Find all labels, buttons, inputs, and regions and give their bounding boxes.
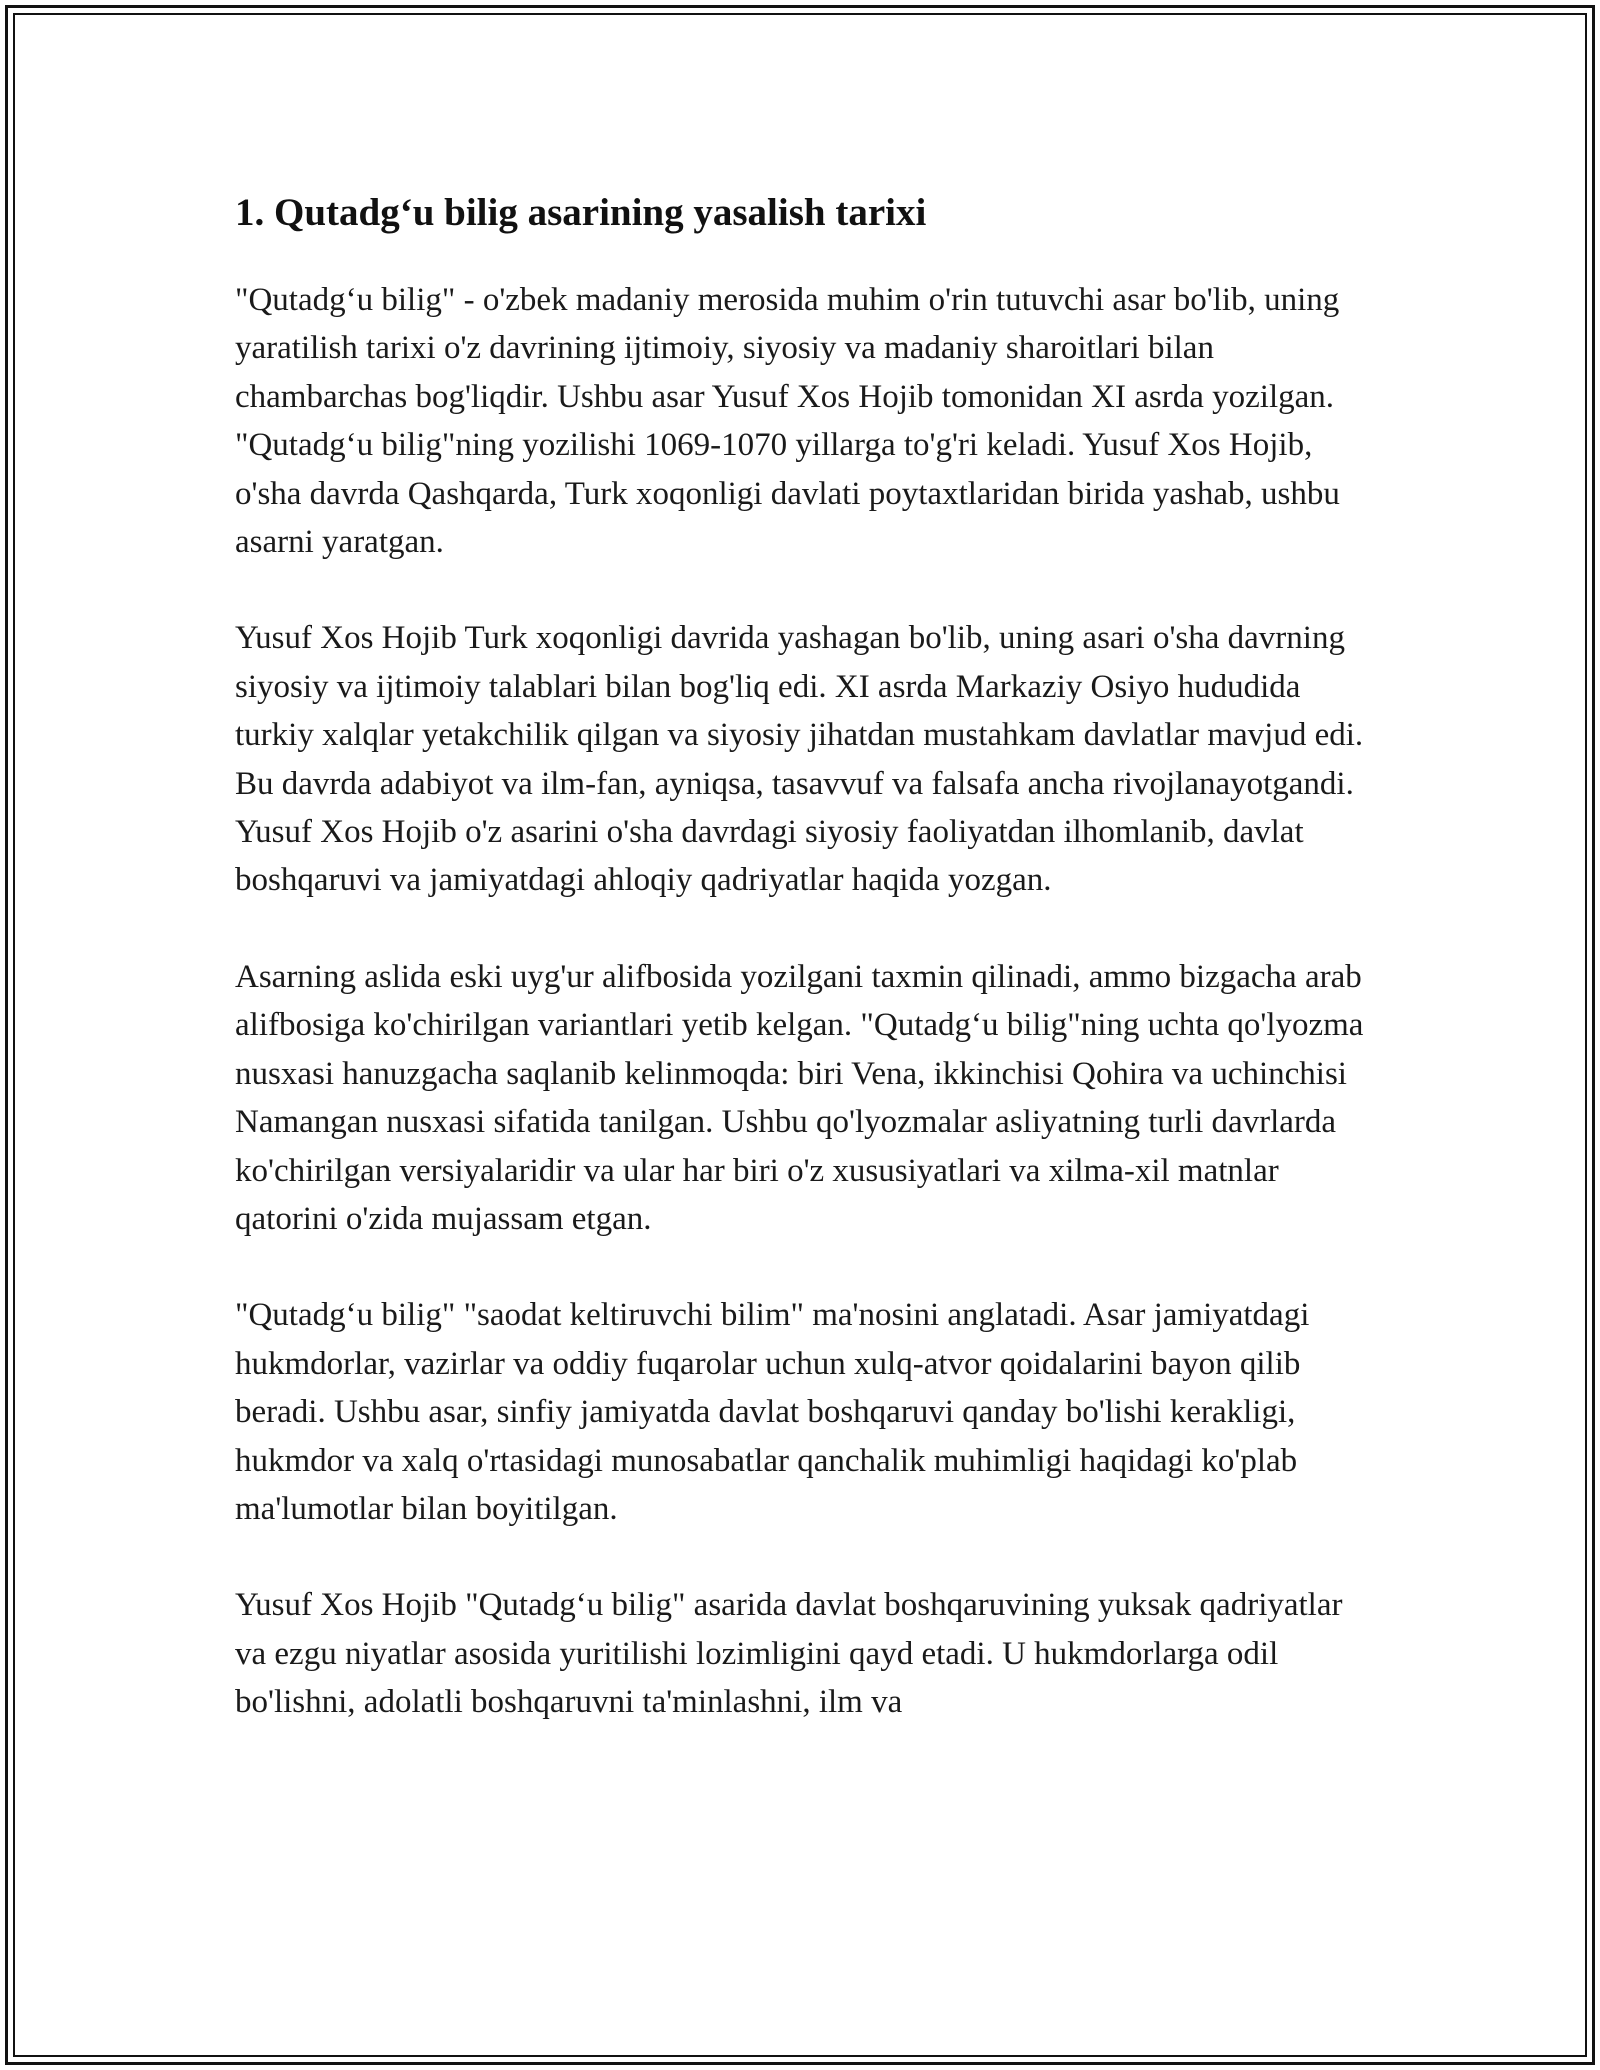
paragraph-2: Yusuf Xos Hojib Turk xoqonligi davrida yashagan bo'lib, uning asari o'sha davrning siyosiy va ijtimoiy talablari bilan bog'liq edi. XI asrda Markaziy Osiyo hududida turkiy xalqlar yetakchilik qilgan va siyosiy jihatdan mustahkam davlatlar mavjud edi. Bu davrda adabiyot va ilm-fan, ayniqsa, tasavvuf va falsafa ancha rivojlanayotgandi. Yusuf Xos Hojib o'z asarini o'sha davrdagi siyosiy faoliyatdan ilhomlanib, davlat boshqaruvi va jamiyatdagi ahloqiy qadriyatlar haqida yozgan. — [235, 620, 1364, 899]
paragraph-3: Asarning aslida eski uyg'ur alifbosida yozilgani taxmin qilinadi, ammo bizgacha arab alifbosiga ko'chirilgan variantlari yetib kelgan. "Qutadg‘u bilig"ning uchta qo'lyozma nusxasi hanuzgacha saqlanib kelinmoqda: biri Vena, ikkinchisi Qohira va uchinchisi Namangan nusxasi sifatida tanilgan. Ushbu qo'lyozmalar asliyatning turli davrlarda ko'chirilgan versiyalaridir va ular har biri o'z xususiyatlari va xilma-xil matnlar qatorini o'zida mujassam etgan. — [235, 958, 1364, 1237]
paragraph-4: "Qutadg‘u bilig" "saodat keltiruvchi bilim" ma'nosini anglatadi. Asar jamiyatdagi hukmdorlar, vazirlar va oddiy fuqarolar uchun xulq-atvor qoidalarini bayon qilib beradi. Ushbu asar, sinfiy jamiyatda davlat boshqaruvi qanday bo'lishi kerakligi, hukmdor va xalq o'rtasidagi munosabatlar qanchalik muhimligi haqidagi ko'plab ma'lumotlar bilan boyitilgan. — [235, 1297, 1310, 1527]
paragraph-5: Yusuf Xos Hojib "Qutadg‘u bilig" asarida davlat boshqaruvining yuksak qadriyatlar va ezgu niyatlar asosida yuritilishi lozimligini qayd etadi. U hukmdorlarga odil bo'lishni, adolatli boshqaruvni ta'minlashni, ilm va — [235, 1587, 1343, 1721]
section-heading: 1. Qutadg‘u bilig asarining yasalish tarixi — [235, 191, 927, 234]
paragraph-1: "Qutadg‘u bilig" - o'zbek madaniy merosida muhim o'rin tutuvchi asar bo'lib, uning yaratilish tarixi o'z davrining ijtimoiy, siyosiy va madaniy sharoitlari bilan chambarchas bog'liqdir. Ushbu asar Yusuf Xos Hojib tomonidan XI asrda yozilgan. "Qutadg‘u bilig"ning yozilishi 1069-1070 yillarga to'g'ri keladi. Yusuf Xos Hojib, o'sha davrda Qashqarda, Turk xoqonligi davlati poytaxtlaridan birida yashab, ushbu asarni yaratgan. — [235, 282, 1340, 561]
document-body — [235, 180, 1365, 1775]
